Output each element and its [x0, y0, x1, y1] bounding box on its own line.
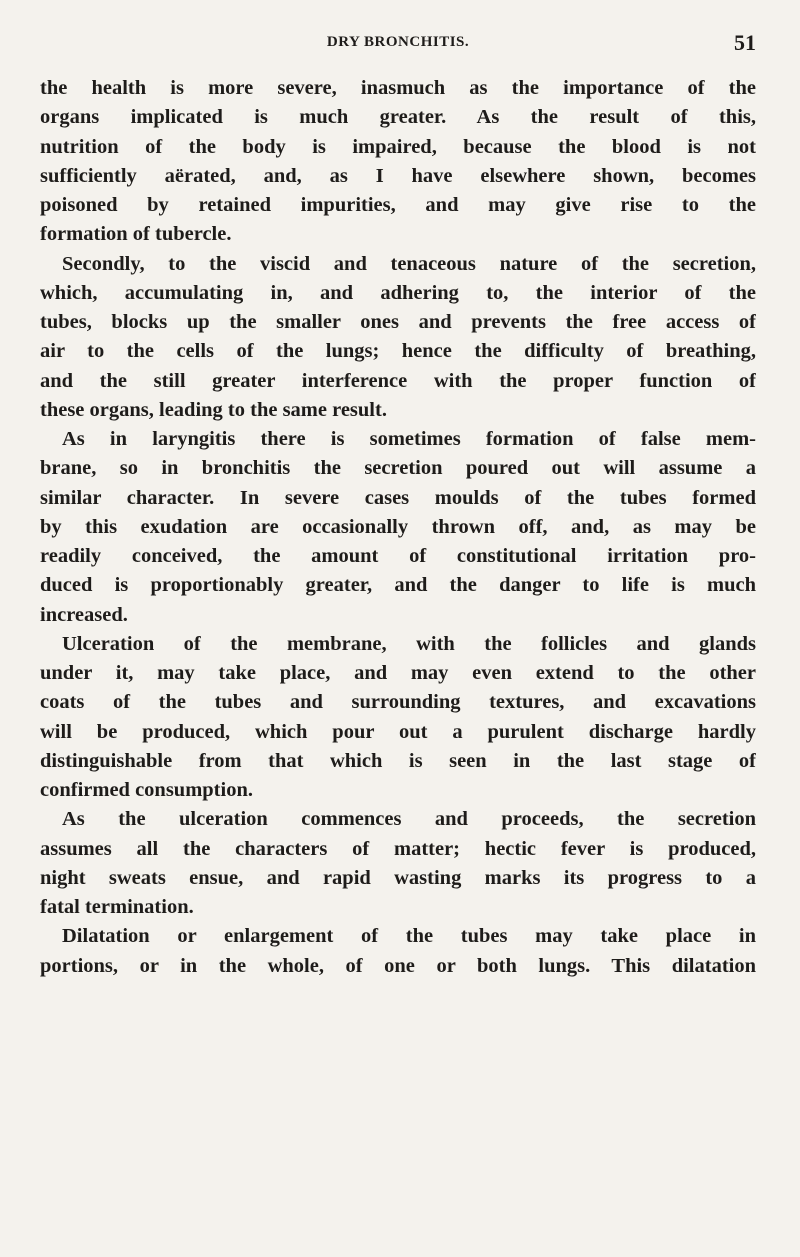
- text-line: under it, may take place, and may even extend to the other: [40, 662, 756, 684]
- text-line: sufficiently aërated, and, as I have elsewhere shown, becomes: [40, 164, 756, 187]
- page-number: 51: [734, 30, 756, 55]
- text-line: As in laryngitis there is sometimes formation of false mem-: [62, 428, 756, 450]
- text-line: these organs, leading to the same result.: [40, 398, 387, 421]
- body-text: [40, 74, 756, 981]
- text-line: the health is more severe, inasmuch as the importance of the: [40, 77, 756, 99]
- text-line: distinguishable from that which is seen in the last stage of: [40, 749, 756, 772]
- text-line: As the ulceration commences and proceeds, the secretion: [62, 808, 756, 831]
- text-line: Ulceration of the membrane, with the follicles and glands: [62, 632, 756, 655]
- text-line: poisoned by retained impurities, and may give rise to the: [40, 194, 756, 216]
- text-line: portions, or in the whole, of one or both lungs. This dilatation: [40, 954, 756, 977]
- text-line: formation of tubercle.: [40, 223, 232, 246]
- text-line: Dilatation or enlargement of the tubes may take place in: [62, 925, 756, 948]
- running-title: DRY BRONCHITIS.: [326, 34, 470, 50]
- text-line: fatal termination.: [40, 896, 194, 918]
- text-line: Secondly, to the viscid and tenaceous nature of the secretion,: [62, 252, 756, 275]
- text-line: which, accumulating in, and adhering to, the interior of the: [40, 281, 756, 304]
- text-line: readily conceived, the amount of constitutional irritation pro-: [40, 545, 756, 567]
- text-line: nutrition of the body is impaired, because the blood is not: [40, 135, 756, 158]
- text-line: and the still greater interference with the proper function of: [40, 369, 756, 392]
- text-line: tubes, blocks up the smaller ones and prevents the free access of: [40, 311, 756, 333]
- text-line: duced is proportionably greater, and the danger to life is much: [40, 574, 756, 597]
- text-line: night sweats ensue, and rapid wasting marks its progress to a: [40, 866, 756, 889]
- text-line: assumes all the characters of matter; hectic fever is produced,: [40, 837, 756, 860]
- text-line: similar character. In severe cases moulds of the tubes formed: [40, 486, 756, 509]
- text-line: air to the cells of the lungs; hence the difficulty of breathing,: [40, 340, 756, 363]
- running-head: [40, 30, 756, 60]
- text-line: increased.: [40, 603, 128, 626]
- text-line: brane, so in bronchitis the secretion poured out will assume a: [40, 457, 756, 480]
- text-line: confirmed consumption.: [40, 779, 253, 801]
- text-line: will be produced, which pour out a purulent discharge hardly: [40, 720, 756, 743]
- text-line: organs implicated is much greater. As the result of this,: [40, 106, 756, 129]
- text-line: by this exudation are occasionally thrown off, and, as may be: [40, 515, 756, 538]
- text-line: coats of the tubes and surrounding textures, and excavations: [40, 691, 756, 714]
